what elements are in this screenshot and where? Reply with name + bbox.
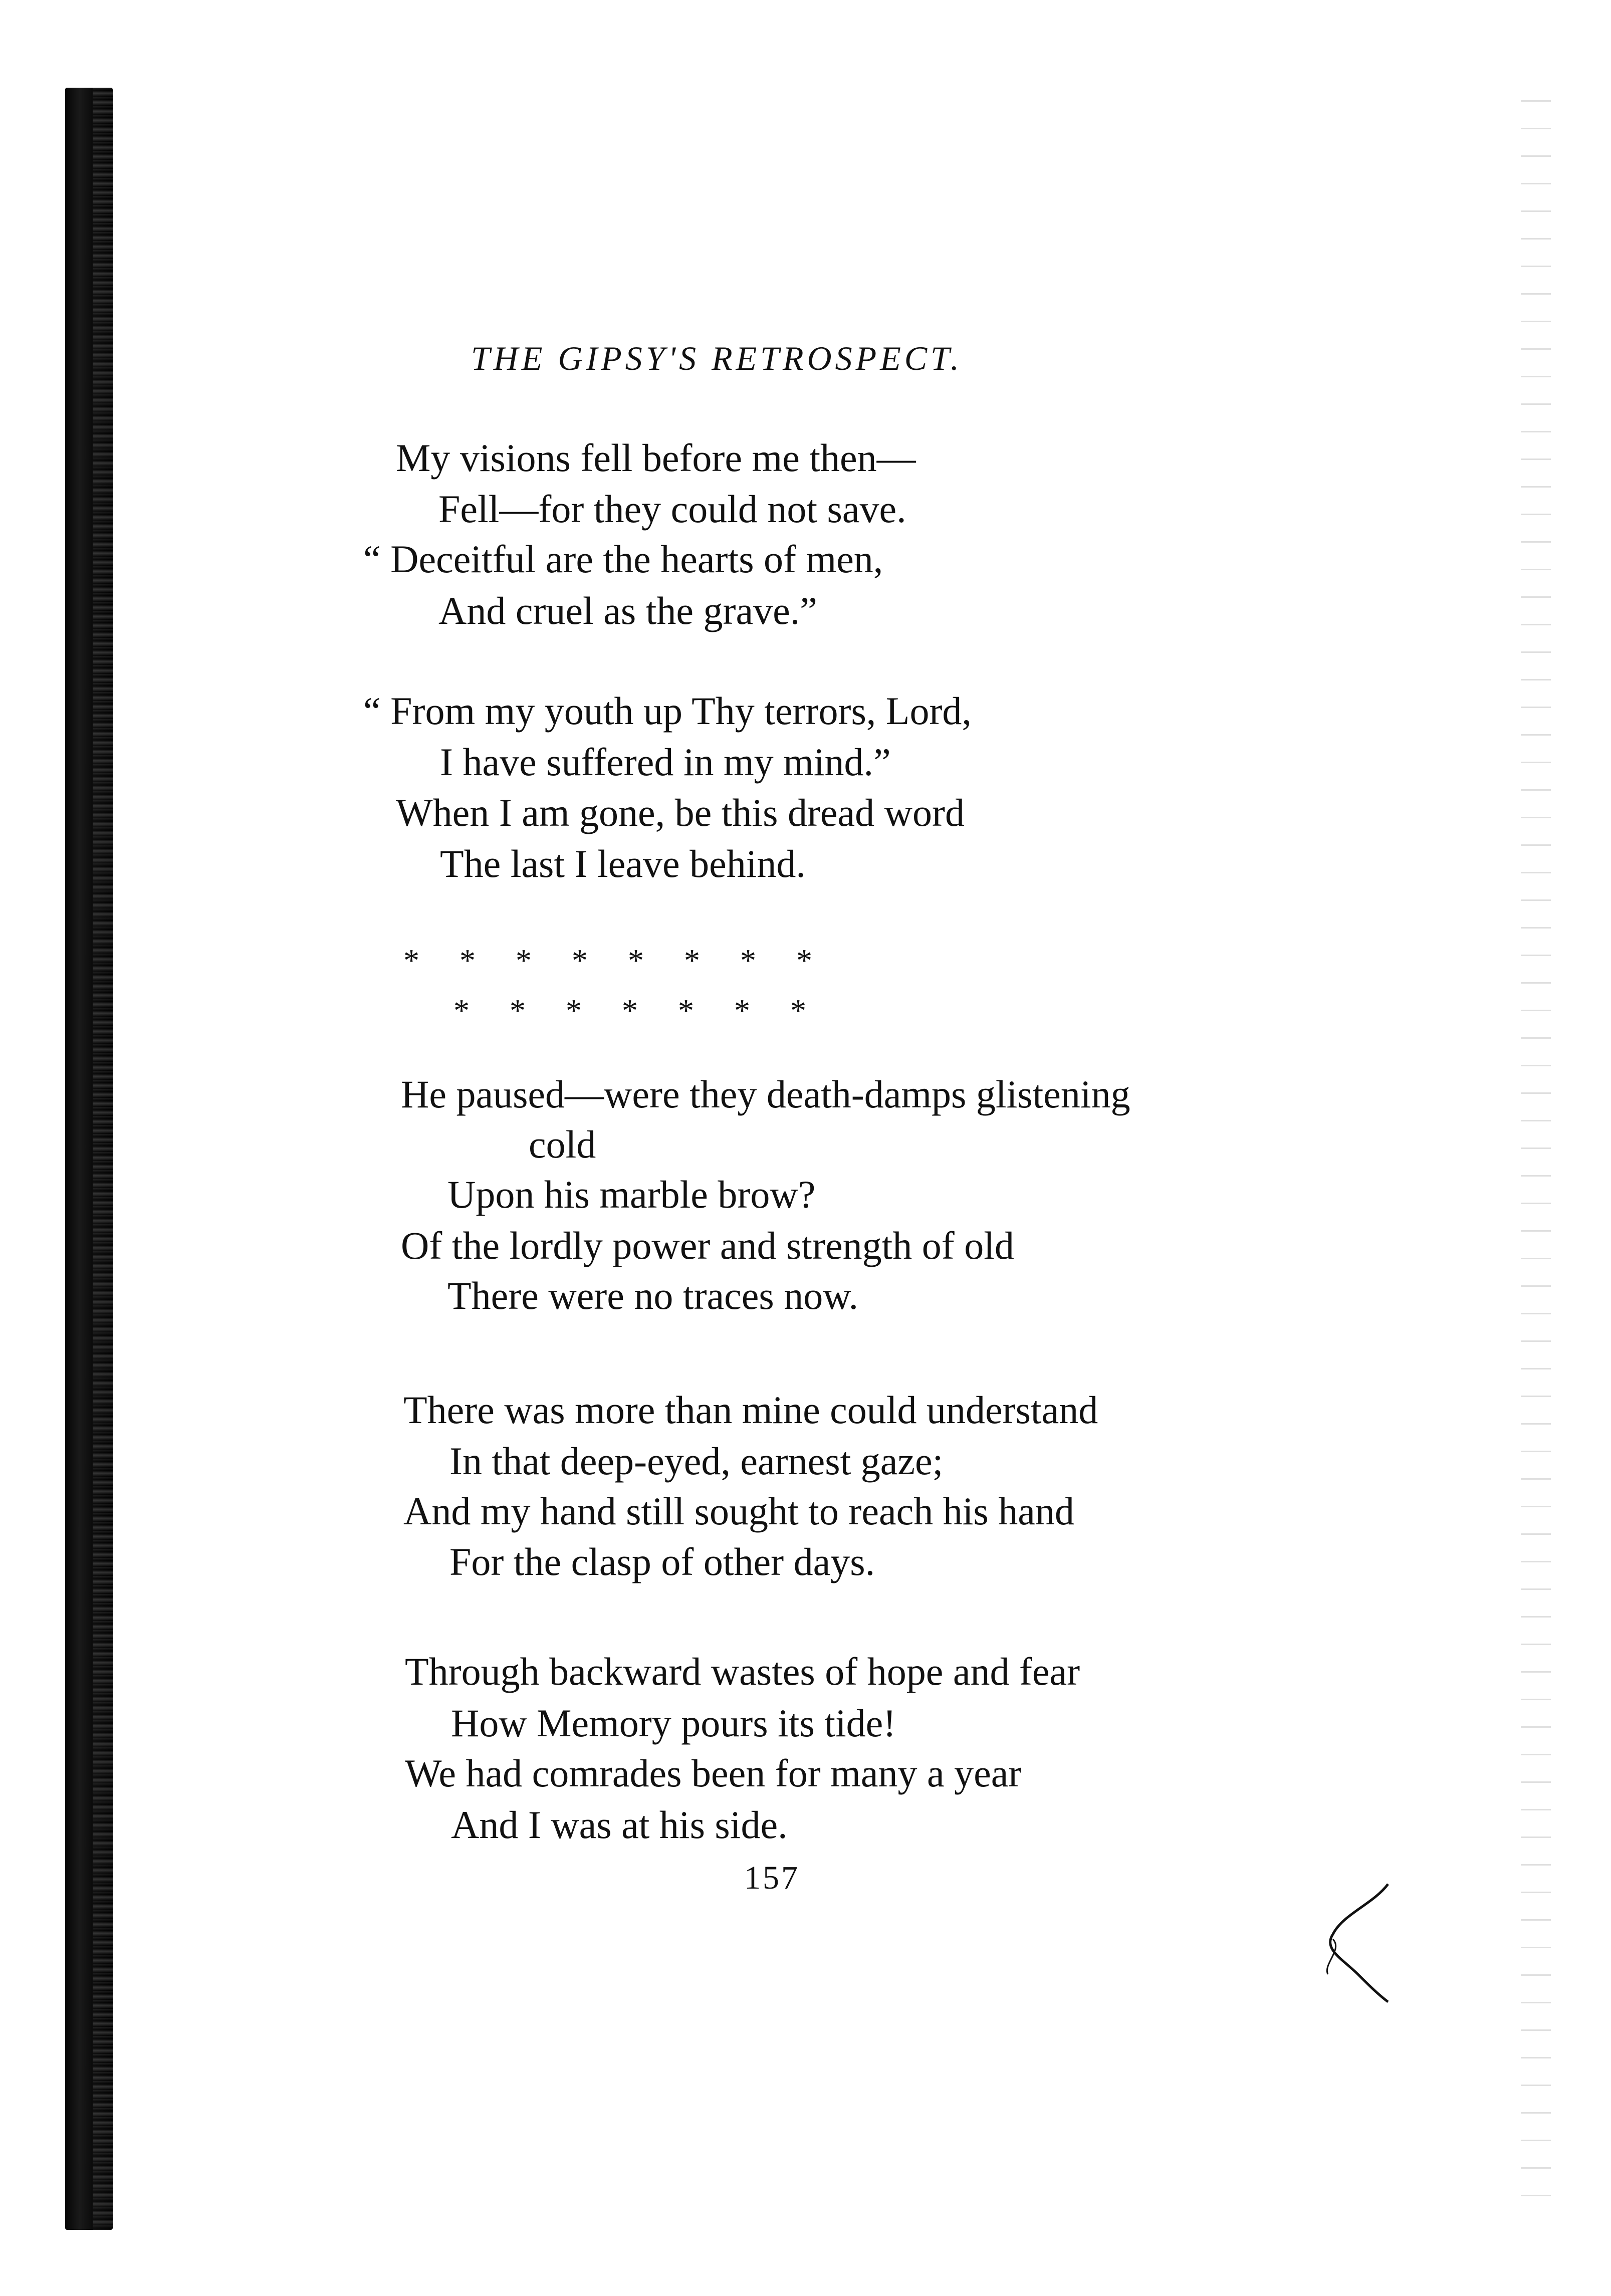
- poem-line: The last I leave behind.: [440, 842, 806, 885]
- poem-line: Fell—for they could not save.: [438, 487, 906, 531]
- poem-line: cold: [529, 1122, 596, 1166]
- poem-line: How Memory pours its tide!: [451, 1701, 896, 1745]
- poem-line: My visions fell before me then—: [396, 436, 916, 480]
- poem-line: “ From my youth up Thy terrors, Lord,: [363, 689, 972, 733]
- scan-specks: [1521, 100, 1551, 2205]
- poem-line: For the clasp of other days.: [449, 1540, 875, 1583]
- poem-line: Upon his marble brow?: [447, 1173, 816, 1216]
- poem-line: There was more than mine could understand: [403, 1388, 1098, 1432]
- poem-line: Of the lordly power and strength of old: [401, 1224, 1014, 1267]
- poem-line: I have suffered in my mind.”: [440, 740, 891, 784]
- poem-line: Through backward wastes of hope and fear: [405, 1650, 1080, 1693]
- page-number: 157: [744, 1860, 800, 1896]
- poem-line: And I was at his side.: [451, 1803, 788, 1847]
- page-title: THE GIPSY'S RETROSPECT.: [471, 339, 963, 377]
- poem-line: There were no traces now.: [447, 1274, 859, 1317]
- poem-line: “ Deceitful are the hearts of men,: [363, 537, 883, 581]
- asterism-row: * * * * * * * *: [403, 943, 812, 978]
- asterism-row: * * * * * * *: [453, 993, 806, 1028]
- poem-line: When I am gone, be this dread word: [396, 791, 965, 834]
- ink-smudge-mark: [1313, 1874, 1403, 2004]
- poem-line: In that deep-eyed, earnest gaze;: [449, 1439, 944, 1483]
- poem-line: He paused—were they death-damps glistening: [401, 1072, 1130, 1116]
- poem-line: And cruel as the grave.”: [438, 589, 817, 632]
- book-binding-edge: [65, 88, 113, 2230]
- poem-line: And my hand still sought to reach his hand: [403, 1489, 1074, 1533]
- poem-line: We had comrades been for many a year: [405, 1751, 1022, 1795]
